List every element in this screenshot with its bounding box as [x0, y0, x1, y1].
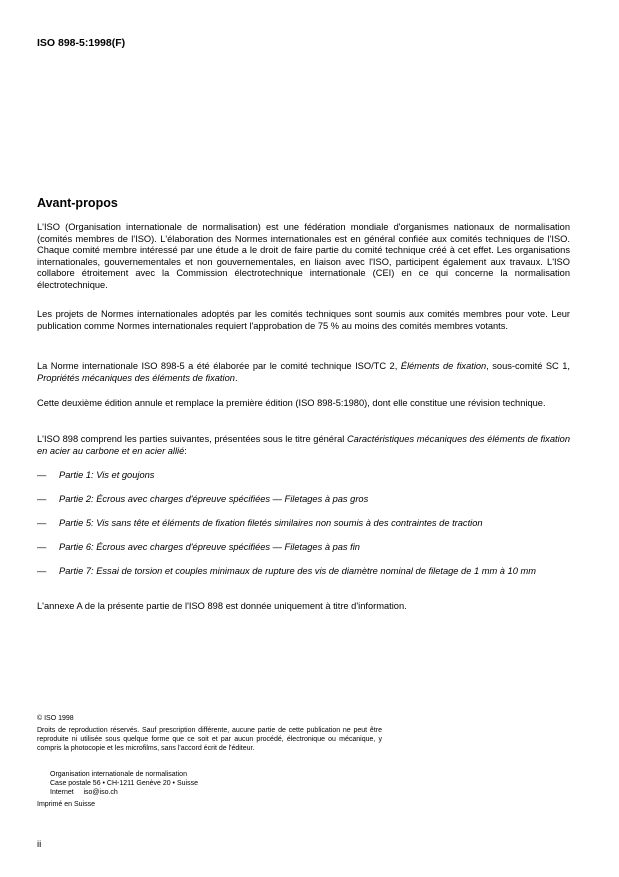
list-dash: — — [37, 518, 47, 528]
list-item — [37, 518, 570, 530]
page-number: ii — [37, 839, 42, 850]
list-item — [37, 566, 570, 578]
list-item-text: Partie 5: Vis sans tête et éléments de fixation filetés similaires non soumis à des contraintes de traction — [59, 518, 483, 528]
list-item-text: Partie 7: Essai de torsion et couples minimaux de rupture des vis de diamètre nominal de filetage de 1 mm à 10 mm — [59, 566, 536, 576]
list-dash: — — [37, 542, 47, 552]
list-item-text: Partie 6: Écrous avec charges d'épreuve spécifiées — Filetages à pas fin — [59, 542, 360, 552]
list-item — [37, 542, 570, 554]
parts-intro-colon: : — [184, 445, 187, 456]
list-dash: — — [37, 470, 47, 480]
footer-printed: Imprimé en Suisse — [37, 801, 95, 808]
general-title: Caractéristiques mécaniques des éléments de fixation en acier au carbone et en acier allié — [37, 434, 570, 456]
document-id-header: ISO 898-5:1998(F) — [37, 37, 126, 49]
paragraph-annex: L'annexe A de la présente partie de l'ISO 898 est donnée uniquement à titre d'information. — [37, 601, 407, 611]
list-item — [37, 470, 570, 482]
footer-address: Case postale 56 • CH-1211 Genève 20 • Suisse — [50, 780, 198, 787]
list-dash: — — [37, 566, 47, 576]
paragraph-edition: Cette deuxième édition annule et remplace la première édition (ISO 898-5:1980), dont elle constitue une révision technique. — [37, 398, 546, 408]
committee-text-1: La Norme internationale ISO 898-5 a été élaborée par le comité technique ISO/TC 2, — [37, 361, 401, 371]
subcommittee-title: Propriétés mécaniques des éléments de fixation — [37, 372, 235, 383]
paragraph-voting: Les projets de Normes internationales adoptés par les comités techniques sont soumis aux comités membres pour vote. Leur publication comme Normes internationales requiert l'approbation de 75 % au moins des comités membres votants. — [37, 309, 570, 331]
section-title: Avant-propos — [37, 196, 118, 210]
committee-text-2: , sous-comité SC 1, — [486, 361, 570, 371]
parts-intro-text: L'ISO 898 comprend les parties suivantes, présentées sous le titre général — [37, 434, 347, 444]
footer-rights: Droits de reproduction réservés. Sauf prescription différente, aucune partie de cette publication ne peut être reproduite ni utilisée sous quelque forme que ce soit et par aucun procédé, électronique ou mécanique, y compris la photocopie et les microfilms, sans l'accord écrit de l'éditeur. — [37, 727, 382, 752]
footer-internet: Internet iso@iso.ch — [50, 789, 118, 796]
list-item — [37, 494, 570, 506]
committee-title-fixation: Éléments de fixation — [400, 361, 487, 371]
paragraph-iso-intro: L'ISO (Organisation internationale de normalisation) est une fédération mondiale d'organismes nationaux de normalisation (comités membres de l'ISO). L'élaboration des Normes internationales est en général confiée aux comités techniques de l'ISO. Chaque comité membre intéressé par une étude a le droit de faire partie du comité technique créé à cet effet. Les organisations internationales, gouvernementales et non gouvernementales, en liaison avec l'ISO, participent également aux travaux. L'ISO collabore étroitement avec la Commission électrotechnique internationale (CEI) en ce qui concerne la normalisation électrotechnique. — [37, 222, 570, 290]
paragraph-parts-intro — [37, 434, 570, 457]
list-item-text: Partie 1: Vis et goujons — [59, 470, 155, 480]
footer-copyright: © ISO 1998 — [37, 715, 74, 722]
footer-organisation: Organisation internationale de normalisation — [50, 771, 187, 778]
list-dash: — — [37, 494, 47, 504]
committee-text-3: . — [234, 372, 238, 383]
paragraph-committee — [37, 361, 570, 384]
list-item-text: Partie 2: Écrous avec charges d'épreuve spécifiées — Filetages à pas gros — [59, 494, 369, 504]
